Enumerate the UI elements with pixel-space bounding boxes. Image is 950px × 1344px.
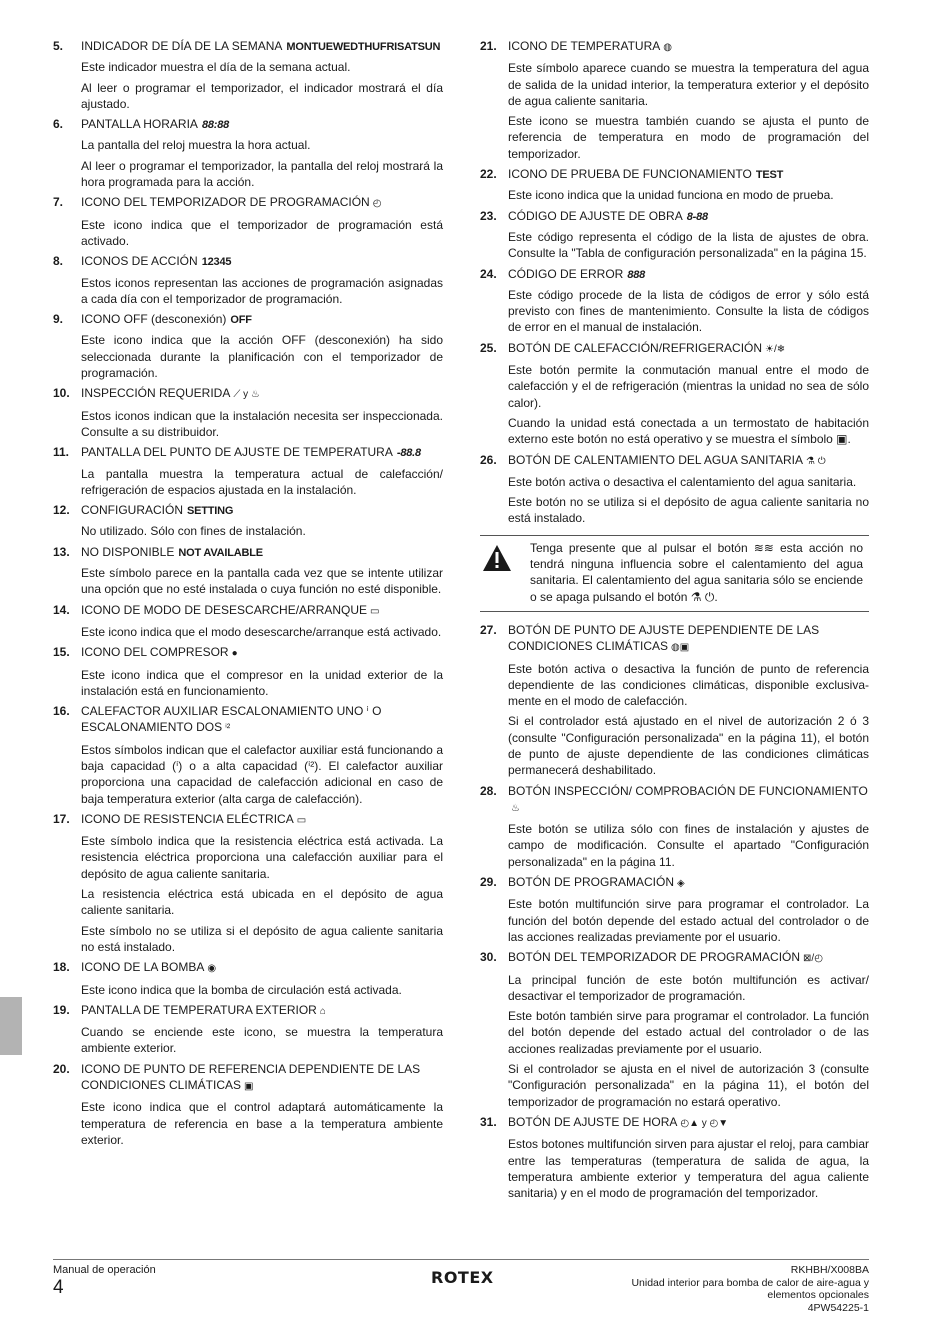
item-heading <box>53 811 443 829</box>
item-description: Si el controlador se ajusta en el nivel de autorización 3 (consulte "Configuración personalizada" en la página 11), el botón del temporizador de programación no estará operativo. <box>508 1062 869 1109</box>
side-tab-marker <box>0 997 22 1055</box>
item-title: INSPECCIÓN REQUERIDA <box>81 386 231 401</box>
item-title: ICONO DE RESISTENCIA ELÉCTRICA <box>81 811 294 826</box>
item-title: PANTALLA DEL PUNTO DE AJUSTE DE TEMPERATURA <box>81 445 393 460</box>
item-description: Cuando se enciende este icono, se muestra la temperatura ambiente exterior. <box>81 1025 443 1056</box>
item-description: Este botón no se utiliza si el depósito de agua caliente sanitaria no está instalado. <box>508 495 869 526</box>
item-heading <box>480 166 869 183</box>
item-description: Este icono indica que la unidad funciona en modo de prueba. <box>508 188 834 203</box>
item-title: ICONO DEL COMPRESOR <box>81 645 229 660</box>
item-number: 28. <box>480 783 497 798</box>
item-heading <box>480 1114 869 1132</box>
item-number: 30. <box>480 950 497 965</box>
item-heading <box>480 38 869 56</box>
item-symbol-icon: ⁱ² <box>225 723 231 735</box>
item-description: Este icono indica que el modo desescarche/arranque está activado. <box>81 624 442 639</box>
list-item <box>53 1061 443 1148</box>
item-title: BOTÓN DE CALENTAMIENTO DEL AGUA SANITARIA <box>508 452 803 467</box>
page-number: 4 <box>53 1277 64 1298</box>
list-item <box>53 703 443 807</box>
item-title: ICONO DE LA BOMBA <box>81 960 205 975</box>
item-number: 27. <box>480 622 497 637</box>
item-heading <box>53 602 443 620</box>
list-item <box>53 1002 443 1057</box>
item-title: BOTÓN DEL TEMPORIZADOR DE PROGRAMACIÓN <box>508 950 801 965</box>
item-title: CONFIGURACIÓN <box>81 503 183 518</box>
list-item <box>480 949 869 1110</box>
list-item <box>53 602 443 641</box>
list-item <box>480 1114 869 1201</box>
item-title: ICONO OFF (desconexión) <box>81 312 227 327</box>
item-number: 8. <box>53 254 64 269</box>
item-description: Este botón permite la conmutación manual entre el modo de calefacción y el de refrigeración (mientras la unidad no sea de sólo calor). <box>508 363 869 410</box>
item-heading <box>53 959 443 977</box>
doc-title-line-2: elementos opcionales <box>767 1289 869 1301</box>
item-number: 24. <box>480 266 497 281</box>
item-number: 11. <box>53 445 70 460</box>
item-title: NO DISPONIBLE <box>81 544 175 559</box>
item-title: CÓDIGO DE ERROR <box>508 266 624 281</box>
item-number: 26. <box>480 452 497 467</box>
right-items-bottom <box>480 622 869 1202</box>
item-heading <box>480 452 869 470</box>
warning-box <box>480 535 869 612</box>
list-item <box>53 253 443 307</box>
display-symbol: 12345 <box>201 256 232 269</box>
item-description: Al leer o programar el temporizador, el indicador mostrará el día ajustado. <box>81 80 443 111</box>
list-item <box>53 38 443 112</box>
item-description: Este símbolo no se utiliza si el depósito de agua caliente sanitaria no está instalado. <box>81 923 443 954</box>
brand-logo: ROTEX <box>431 1268 494 1287</box>
item-heading <box>480 340 869 358</box>
item-title: ICONO DEL TEMPORIZADOR DE PROGRAMACIÓN <box>81 195 370 210</box>
item-description: Este código procede de la lista de códigos de error y sólo está previsto con fines de mantenimiento. Consulte la lista de códigos de error en el manual de instalación. <box>508 287 869 335</box>
list-item <box>53 311 443 381</box>
item-description: Este icono indica que el compresor en la unidad exterior de la instalación está en funcionamiento. <box>81 667 443 698</box>
item-title: BOTÓN DE CALEFACCIÓN/REFRIGERACIÓN <box>508 340 763 355</box>
item-title: BOTÓN INSPECCIÓN/ COMPROBACIÓN DE FUNCIONAMIENTO <box>508 783 868 798</box>
item-number: 18. <box>53 960 70 975</box>
list-item <box>53 811 443 955</box>
item-symbol-icon: ▣ <box>244 1081 254 1093</box>
right-items-top <box>480 38 869 527</box>
item-number: 16. <box>53 704 70 719</box>
item-description: Este símbolo aparece cuando se muestra la temperatura del agua de salida de la unidad interior, la temperatura exterior y el depósito de agua caliente sanitaria. <box>508 61 869 108</box>
item-heading <box>480 622 869 657</box>
item-symbol-icon: ⚗ ⏻ <box>805 455 826 467</box>
item-heading <box>53 644 443 662</box>
item-symbol-icon: ◈ <box>677 878 685 890</box>
item-symbol-icon: ◉ <box>207 963 217 975</box>
list-item <box>480 340 869 448</box>
item-symbol-icon: ♨ <box>511 802 520 814</box>
list-item <box>53 959 443 998</box>
item-description: Estos iconos representan las acciones de programación asignadas a cada día con el temporizador de programación. <box>81 275 443 306</box>
item-heading <box>480 783 869 818</box>
item-number: 6. <box>53 117 64 132</box>
item-description: Este botón activa o desactiva el calentamiento del agua sanitaria. <box>508 474 857 489</box>
item-symbol-icon: ◴ <box>372 198 382 210</box>
item-title: ICONO DE PRUEBA DE FUNCIONAMIENTO <box>508 167 752 182</box>
item-number: 21. <box>480 39 497 53</box>
item-description: Estos símbolos indican que el calefactor auxiliar está funcionando a baja capacidad (ⁱ) o a alta capacidad (ⁱ²). El calefactor auxiliar proporciona una capacidad de calefacción adicional en caso de baja temperatura exterior (alta carga de calefacción). <box>81 742 443 806</box>
item-symbol-icon: ⌂ <box>319 1005 326 1017</box>
list-item <box>53 385 443 440</box>
list-item <box>53 502 443 540</box>
doc-title-line-1: Unidad interior para bomba de calor de aire-agua y <box>631 1276 869 1289</box>
item-number: 23. <box>480 208 497 223</box>
item-description: Estos botones multifunción sirven para ajustar el reloj, para cambiar entre las temperaturas (temperatura de salida de agua, la temperatura ambiente exterior y temperatura del agua caliente sanitaria) y en el modo de programación del temporizador. <box>508 1137 869 1201</box>
item-heading <box>480 266 869 283</box>
item-description: Este icono indica que la bomba de circulación está activada. <box>81 982 402 997</box>
item-number: 13. <box>53 544 70 559</box>
warning-icon <box>482 544 512 572</box>
item-title: ICONO DE TEMPERATURA <box>508 39 661 53</box>
item-title: ICONOS DE ACCIÓN <box>81 254 198 269</box>
item-title: ICONO DE MODO DE DESESCARCHE/ARRANQUE <box>81 602 368 617</box>
display-symbol: OFF <box>230 314 252 327</box>
item-number: 19. <box>53 1002 70 1017</box>
item-description: Si el controlador está ajustado en el nivel de autorización 2 ó 3 (consulte "Configuración personalizada" en la página 11), el botón de punto de ajuste dependiente de las condiciones climáticas permanecerá deshabilitado. <box>508 714 869 778</box>
item-symbol-icon: ◴▲ y ◴▼ <box>680 1117 729 1129</box>
list-item <box>480 783 869 870</box>
item-title: BOTÓN DE PROGRAMACIÓN <box>508 875 675 890</box>
item-number: 22. <box>480 167 497 182</box>
list-item <box>480 208 869 262</box>
item-heading <box>53 544 443 561</box>
list-item <box>53 194 443 249</box>
item-description: La principal función de este botón multifunción es activar/ desactivar el temporizador de programación. <box>508 972 869 1003</box>
display-symbol: NOT AVAILABLE <box>178 546 263 559</box>
item-heading <box>53 194 443 212</box>
item-heading <box>53 502 443 519</box>
item-description: Este código representa el código de la lista de ajustes de obra. Consulte la "Tabla de configuración personalizada" en la página 15. <box>508 229 869 261</box>
item-heading <box>53 311 443 328</box>
item-description: La resistencia eléctrica está ubicada en el depósito de agua caliente sanitaria. <box>81 887 443 918</box>
left-column <box>53 38 443 1152</box>
item-title: CALEFACTOR AUXILIAR ESCALONAMIENTO UNO ⁱ O ESCALONAMIENTO DOS <box>81 704 382 735</box>
item-description: Este icono indica que el temporizador de programación está activado. <box>81 217 443 248</box>
item-description: Este icono se muestra también cuando se ajusta el punto de referencia de temperatura en modo de programación del temporizador. <box>508 114 869 161</box>
item-number: 15. <box>53 645 70 660</box>
item-number: 9. <box>53 312 64 327</box>
item-title: PANTALLA DE TEMPERATURA EXTERIOR <box>81 1002 317 1017</box>
item-heading <box>480 874 869 892</box>
item-description: Este icono indica que la acción OFF (desconexión) ha sido seleccionada durante la planificación con el temporizador de programación. <box>81 333 443 381</box>
item-heading <box>53 1061 443 1096</box>
item-symbol-icon: ⊠/◴ <box>803 953 823 965</box>
list-item <box>480 452 869 527</box>
display-symbol: 88:88 <box>201 119 230 132</box>
item-symbol-icon: ▭ <box>296 814 307 826</box>
list-item <box>53 116 443 190</box>
item-title: PANTALLA HORARIA <box>81 117 198 132</box>
item-description: Este símbolo parece en la pantalla cada vez que se intente utilizar una opción que no esté instalada o cuya función no esté disponible. <box>81 566 443 597</box>
item-symbol-icon: ▭ <box>370 605 380 617</box>
display-symbol: TEST <box>755 169 784 182</box>
item-description: La pantalla del reloj muestra la hora actual. <box>81 138 311 153</box>
item-symbol-icon: ● <box>231 648 238 660</box>
item-number: 17. <box>53 811 70 826</box>
item-heading <box>53 444 443 461</box>
item-number: 29. <box>480 875 497 890</box>
item-description: Este icono indica que el control adaptará automáticamente la temperatura de referencia en base a la temperatura ambiente exterior. <box>81 1100 443 1147</box>
item-description: Cuando la unidad está conectada a un termostato de habitación externo este botón no está operativo y se muestra el símbolo ▣. <box>508 415 869 447</box>
item-number: 14. <box>53 602 70 617</box>
warning-text: Tenga presente que al pulsar el botón ≋≋ esta acción no tendrá ninguna influencia sobre el calentamiento del agua sanitaria. El calentamiento del agua sanitaria sólo se enciende o se apaga pulsando el botón ⚗ ⏻. <box>530 540 863 604</box>
display-symbol: -88.8 <box>396 447 421 460</box>
item-symbol-icon: ⟋ y ♨ <box>233 389 260 401</box>
item-description: Este botón también sirve para programar el controlador. La función del botón depende del estado actual del controlador o de las acciones realizadas previamente por el usuario. <box>508 1009 869 1056</box>
item-number: 10. <box>53 386 70 401</box>
item-description: Este símbolo indica que la resistencia eléctrica está activada. La resistencia eléctrica proporciona una calefacción auxiliar para el depósito de agua caliente sanitaria. <box>81 834 443 881</box>
item-description: La pantalla muestra la temperatura actual de calefacción/ refrigeración de espacios ajustada en la instalación. <box>81 466 443 497</box>
item-heading <box>53 38 443 55</box>
right-column <box>480 38 869 1205</box>
item-number: 31. <box>480 1114 497 1129</box>
item-heading <box>53 1002 443 1020</box>
item-description: Este botón multifunción sirve para programar el controlador. La función del botón depende del estado actual del controlador o de las acciones realizadas previamente por el usuario. <box>508 897 869 944</box>
item-description: Este botón se utiliza sólo con fines de instalación y ajustes de campo de modificación. Consulte el apartado "Configuración personalizada" en la página 11. <box>508 822 869 869</box>
list-item <box>53 544 443 598</box>
display-symbol: 8-88 <box>686 210 708 223</box>
item-title: INDICADOR DE DÍA DE LA SEMANA <box>81 39 283 53</box>
item-number: 25. <box>480 340 497 355</box>
item-number: 5. <box>53 39 64 53</box>
item-heading <box>53 253 443 270</box>
part-number: 4PW54225-1 <box>807 1301 869 1314</box>
item-title: ICONO DE PUNTO DE REFERENCIA DEPENDIENTE DE LAS CONDICIONES CLIMÁTICAS <box>81 1061 421 1093</box>
item-number: 20. <box>53 1061 70 1076</box>
item-symbol-icon: ◍ <box>663 42 672 53</box>
footer-doc-info <box>631 1264 869 1314</box>
item-number: 7. <box>53 195 64 210</box>
item-symbol-icon: ☀/❄ <box>765 343 786 355</box>
item-heading <box>53 385 443 403</box>
item-description: Este indicador muestra el día de la semana actual. <box>81 60 351 75</box>
item-title: BOTÓN DE PUNTO DE AJUSTE DEPENDIENTE DE LAS CONDICIONES CLIMÁTICAS <box>508 622 820 654</box>
list-item <box>480 266 869 336</box>
item-description: Estos iconos indican que la instalación necesita ser inspeccionada. Consulte a su distribuidor. <box>81 408 443 439</box>
list-item <box>53 644 443 699</box>
item-symbol-icon: ◍▣ <box>671 642 690 654</box>
item-number: 12. <box>53 503 70 518</box>
list-item <box>480 874 869 945</box>
list-item <box>53 444 443 498</box>
display-symbol: SETTING <box>187 505 234 518</box>
list-item <box>480 38 869 162</box>
item-description: Al leer o programar el temporizador, la pantalla del reloj mostrará la hora programada para la acción. <box>81 158 443 190</box>
item-description: No utilizado. Sólo con fines de instalación. <box>81 524 306 539</box>
item-heading <box>53 703 443 738</box>
doc-code: RKHBH/X008BA <box>790 1264 869 1276</box>
display-symbol: MONTUEWEDTHUFRISATSUN <box>286 41 441 53</box>
display-symbol: 888 <box>627 268 646 281</box>
footer-divider <box>53 1259 869 1260</box>
item-title: CÓDIGO DE AJUSTE DE OBRA <box>508 208 683 223</box>
list-item <box>480 166 869 204</box>
item-heading <box>480 208 869 225</box>
footer-manual-label: Manual de operación <box>53 1264 156 1276</box>
item-title: BOTÓN DE AJUSTE DE HORA <box>508 1114 678 1129</box>
list-item <box>480 622 869 779</box>
item-heading <box>53 116 443 133</box>
item-description: Este botón activa o desactiva la función de punto de referencia dependiente de las condiciones climáticas, disponible exclusiva- mente en el modo de calefacción. <box>508 661 869 709</box>
item-heading <box>480 949 869 967</box>
